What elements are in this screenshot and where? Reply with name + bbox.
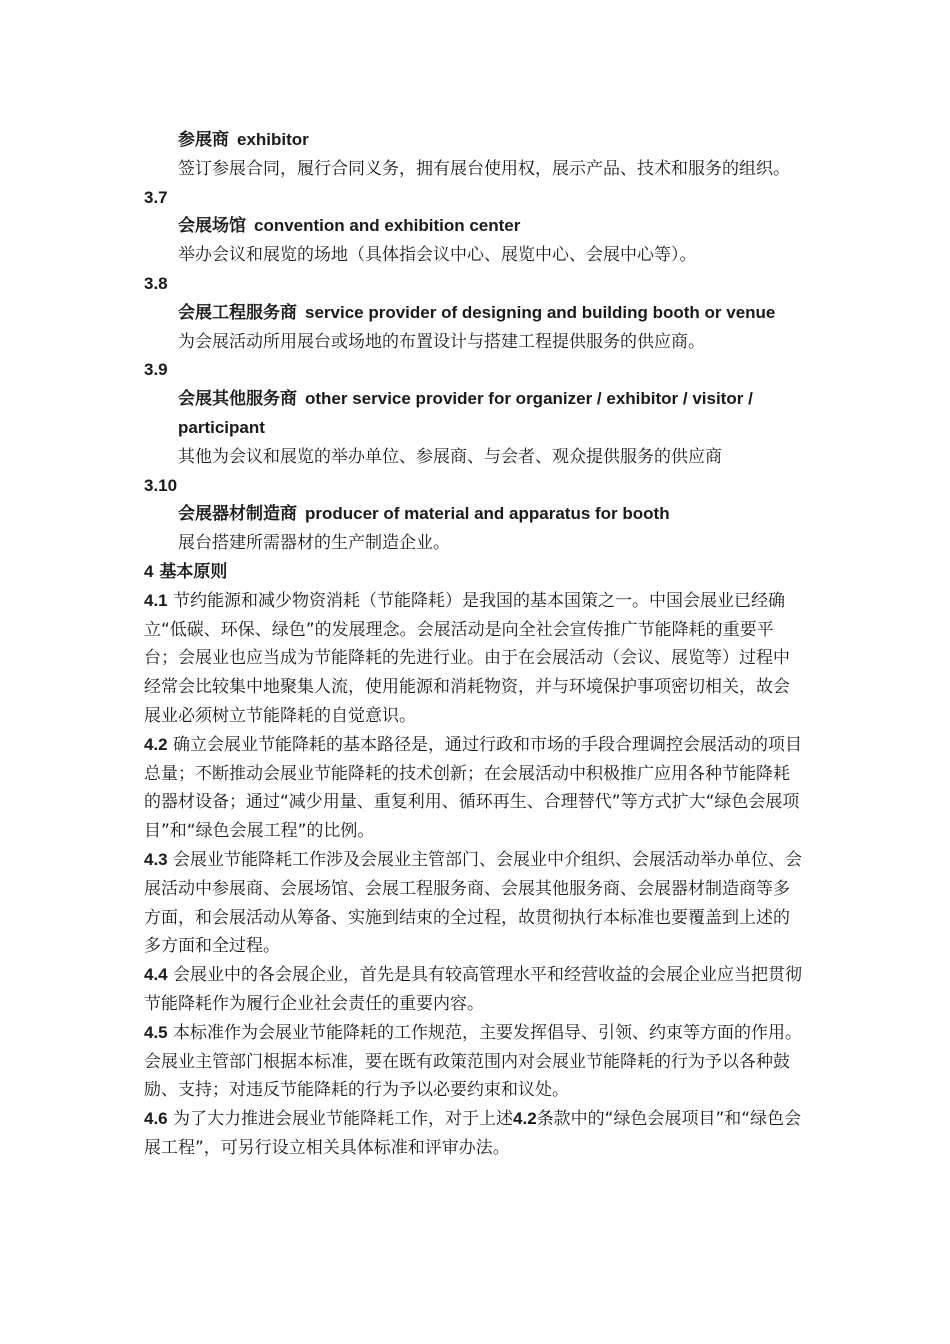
clause-paragraph: [144, 846, 804, 961]
term-definition: 其他为会议和展览的举办单位、参展商、与会者、观众提供服务的供应商: [178, 446, 722, 467]
clause-paragraph: [144, 731, 804, 846]
clause-number: 4.6: [144, 1109, 168, 1129]
clause-text: 会展业节能降耗工作涉及会展业主管部门、会展业中介组织、会展活动举办单位、会展活动中参展商、会展场馆、会展工程服务商、会展其他服务商、会展器材制造商等多方面，和会展活动从筹备、实施到结束的全过程，故贯彻执行本标准也要覆盖到上述的多方面和全过程。: [144, 849, 803, 957]
clause-paragraph: [144, 961, 804, 1019]
clause-text: 确立会展业节能降耗的基本路径是，通过行政和市场的手段合理调控会展活动的项目总量；不断推动会展业节能降耗的技术创新；在会展活动中积极推广应用各种节能降耗的器材设备；通过“减少用量、重复利用、循环再生、合理替代”等方式扩大“绿色会展项目”和“绿色会展工程”的比例。: [144, 734, 803, 842]
clause-number: 3.9: [144, 360, 168, 380]
clause-number: 4.3: [144, 849, 168, 869]
clause-number: 4.1: [144, 590, 168, 610]
term-entry: [144, 212, 804, 241]
term-entry: [144, 385, 804, 443]
clause-text: 节约能源和减少物资消耗（节能降耗）是我国的基本国策之一。中国会展业已经确立“低碳、环保、绿色”的发展理念。会展活动是向全社会宣传推广节能降耗的重要平台；会展业也应当成为节能降耗的先进行业。由于在会展活动（会议、展览等）过程中经常会比较集中地聚集人流，使用能源和消耗物资，并与环境保护事项密切相关，故会展业必须树立节能降耗的自觉意识。: [144, 590, 790, 726]
term-cn: 参展商: [178, 130, 229, 150]
clause-text: 本标准作为会展业节能降耗的工作规范，主要发挥倡导、引领、约束等方面的作用。会展业主管部门根据本标准，要在既有政策范围内对会展业节能降耗的行为予以各种鼓励、支持；对违反节能降耗的行为予以必要约束和议处。: [144, 1022, 803, 1101]
term-en: service provider of designing and building booth or venue: [305, 302, 776, 322]
clause-paragraph: [144, 1105, 804, 1163]
term-en: exhibitor: [237, 130, 309, 149]
term-entry: [144, 126, 804, 155]
clause-number: 4.4: [144, 965, 168, 985]
section-heading: [144, 558, 804, 587]
term-entry: [144, 299, 804, 328]
term-definition: 举办会议和展览的场地（具体指会议中心、展览中心、会展中心等）。: [178, 245, 697, 266]
term-en: convention and exhibition center: [254, 216, 521, 236]
term-en: producer of material and apparatus for booth: [305, 504, 670, 524]
clause-paragraph: [144, 1019, 804, 1105]
term-definition: 为会展活动所用展台或场地的布置设计与搭建工程提供服务的供应商。: [178, 331, 705, 352]
clause-number: 3.7: [144, 187, 168, 207]
clause-reference: 4.2: [513, 1109, 537, 1129]
term-definition: 签订参展合同，履行合同义务，拥有展台使用权，展示产品、技术和服务的组织。: [178, 158, 790, 179]
term-entry: [144, 500, 804, 529]
section-title: 基本原则: [159, 561, 228, 582]
term-cn: 会展工程服务商: [178, 302, 297, 323]
term-cn: 会展场馆: [178, 216, 246, 237]
clause-text: 条款中的“绿色会展项目”和“绿色会展工程”，可另行设立相关具体标准和评审办法。: [144, 1109, 802, 1158]
section-number: 4: [144, 561, 154, 581]
clause-number: 3.10: [144, 475, 178, 495]
clause-text: 会展业中的各会展企业，首先是具有较高管理水平和经营收益的会展企业应当把贯彻节能降耗作为履行企业社会责任的重要内容。: [144, 965, 803, 1014]
term-en: other service provider for organizer / exhibitor / visitor / participant: [178, 389, 753, 437]
clause-text: 为了大力推进会展业节能降耗工作，对于上述: [173, 1109, 514, 1130]
document-page: [144, 126, 804, 1163]
term-definition: 展台搭建所需器材的生产制造企业。: [178, 533, 450, 554]
term-cn: 会展器材制造商: [178, 504, 297, 525]
clause-number: 4.5: [144, 1022, 168, 1042]
term-cn: 会展其他服务商: [178, 389, 297, 410]
clause-number: 4.2: [144, 734, 168, 754]
clause-number: 3.8: [144, 273, 168, 293]
clause-paragraph: [144, 587, 804, 731]
